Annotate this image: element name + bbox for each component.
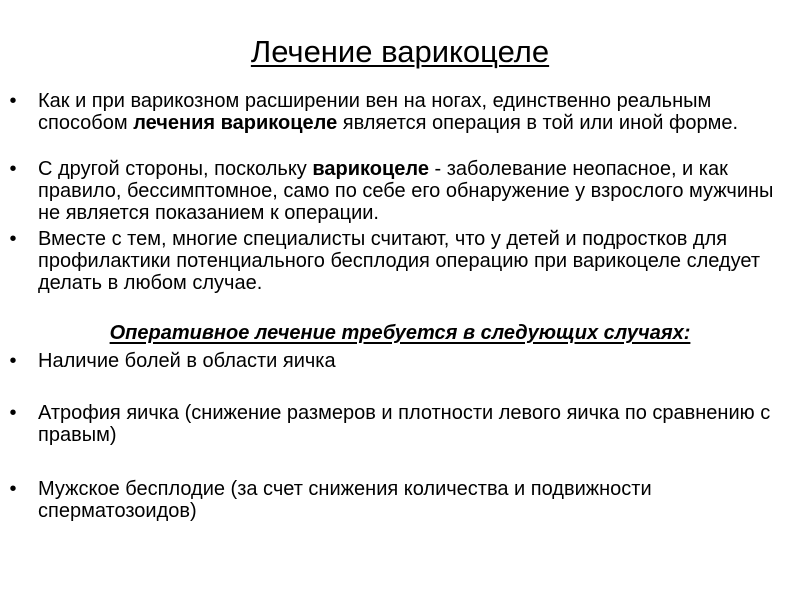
text-segment: является операция в той или иной форме.	[337, 112, 739, 134]
bullet-text: Мужское бесплодие (за счет снижения количества и подвижности сперматозоидов)	[38, 478, 652, 522]
bullet-text	[38, 158, 798, 224]
text-segment: С другой стороны, поскольку	[38, 158, 313, 180]
section-heading: Оперативное лечение требуется в следующих случаях:	[109, 322, 691, 344]
bullet-marker: •	[9, 402, 17, 424]
text-segment: Как и при варикозном расширении вен на ногах, единственно реальным способом	[38, 90, 712, 134]
bold-text: лечения варикоцеле	[133, 112, 338, 134]
bold-text: варикоцеле	[312, 158, 429, 180]
bullet-text: Наличие болей в области яичка	[38, 350, 336, 372]
bullet-marker: •	[9, 228, 17, 250]
text-segment: - заболевание неопасное, и как правило, бессимптомное, само по себе его обнаружение у взрослого мужчины не является показанием к операции.	[38, 158, 774, 224]
bullet-text: Вместе с тем, многие специалисты считают, что у детей и подростков для профилактики потенциального бесплодия операцию при варикоцеле следует делать в любом случае.	[38, 228, 760, 294]
bullet-marker: •	[9, 478, 17, 500]
bullet-text	[38, 90, 798, 134]
bullet-text: Атрофия яичка (снижение размеров и плотности левого яичка по сравнению с правым)	[38, 402, 771, 446]
bullet-marker: •	[9, 350, 17, 372]
bullet-marker: •	[9, 90, 17, 112]
slide-title: Лечение варикоцеле	[250, 34, 550, 69]
bullet-marker: •	[9, 158, 17, 180]
